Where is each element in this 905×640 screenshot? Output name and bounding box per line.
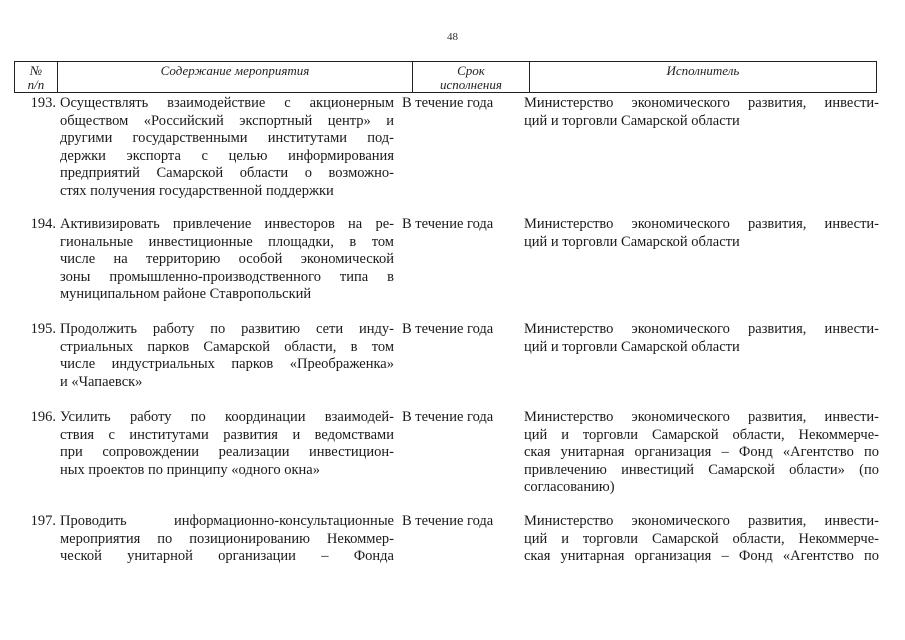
executor-line: Министерство экономического развития, инвести-: [524, 321, 879, 337]
content-line: обществом «Российский экспортный центр» и: [60, 112, 394, 129]
content-line: Проводить информационно-консультационные: [60, 513, 394, 529]
table-header: [14, 61, 877, 93]
content-line: ных проектов по принципу «одного окна»: [60, 461, 320, 478]
header-content: Содержание мероприятия: [57, 62, 412, 92]
row-content: [60, 95, 394, 201]
row-executor: [524, 321, 879, 356]
executor-line: ций и торговли Самарской области, Некоммерче-: [524, 530, 879, 547]
executor-line: ций и торговли Самарской области, Некоммерче-: [524, 426, 879, 443]
executor-line: Министерство экономического развития, инвести-: [524, 216, 879, 232]
header-term-line2: исполнения: [440, 77, 502, 92]
row-content: [60, 409, 394, 479]
executor-line: ская унитарная организация – Фонд «Агентство по: [524, 444, 879, 461]
content-line: числе на территорию особой экономической: [60, 251, 394, 268]
content-line: зоны промышленно-производственного типа в: [60, 268, 394, 285]
row-number: 194.: [30, 216, 56, 232]
content-line: при сопровождении реализации инвестицион-: [60, 444, 394, 461]
header-number: [15, 62, 57, 92]
content-line: стях получения государственной поддержки: [60, 182, 334, 199]
content-line: Продолжить работу по развитию сети инду-: [60, 321, 394, 337]
row-term: В течение года: [402, 321, 494, 337]
content-line: стриальных парков Самарской области, в том: [60, 338, 394, 355]
row-content: [60, 216, 394, 304]
header-term: [412, 62, 529, 92]
executor-line: ская унитарная организация – Фонд «Агентство по: [524, 548, 879, 565]
content-line: гиональные инвестиционные площадки, в том: [60, 233, 394, 250]
page-number: 48: [447, 31, 458, 43]
content-line: мероприятия по позиционированию Некоммер-: [60, 530, 394, 547]
row-executor: [524, 95, 879, 130]
content-line: другими государственными институтами под-: [60, 130, 394, 147]
row-number: 196.: [30, 409, 56, 425]
executor-line: ций и торговли Самарской области: [524, 233, 740, 250]
executor-line: согласованию): [524, 479, 615, 496]
row-executor: [524, 216, 879, 251]
row-term: В течение года: [402, 216, 494, 232]
row-term: В течение года: [402, 513, 494, 529]
row-term: В течение года: [402, 95, 494, 111]
executor-line: ций и торговли Самарской области: [524, 112, 740, 129]
content-line: числе индустриальных парков «Преображенка»: [60, 356, 394, 373]
executor-line: привлечению инвестиций Самарской области» (по: [524, 461, 879, 478]
row-content: [60, 321, 394, 391]
content-line: и «Чапаевск»: [60, 373, 143, 390]
content-line: муниципальном районе Ставропольский: [60, 286, 312, 303]
row-content: [60, 513, 394, 566]
header-number-line1: №: [29, 63, 43, 78]
content-line: Усилить работу по координации взаимодей-: [60, 409, 394, 425]
content-line: предприятий Самарской области о возможно-: [60, 165, 394, 182]
content-line: Активизировать привлечение инвесторов на ре-: [60, 216, 394, 232]
content-line: ческой унитарной организации – Фонда: [60, 548, 394, 565]
executor-line: ций и торговли Самарской области: [524, 338, 740, 355]
header-number-line2: п/п: [27, 77, 45, 92]
row-executor: [524, 409, 879, 497]
executor-line: Министерство экономического развития, инвести-: [524, 513, 879, 529]
content-line: ствия с институтами развития и ведомствами: [60, 426, 394, 443]
header-term-line1: Срок: [457, 63, 485, 78]
executor-line: Министерство экономического развития, инвести-: [524, 409, 879, 425]
row-executor: [524, 513, 879, 566]
content-line: держки экспорта с целью информирования: [60, 147, 394, 164]
executor-line: Министерство экономического развития, инвести-: [524, 95, 879, 111]
row-term: В течение года: [402, 409, 494, 425]
content-line: Осуществлять взаимодействие с акционерным: [60, 95, 394, 111]
header-executor: Исполнитель: [529, 62, 876, 92]
row-number: 195.: [30, 321, 56, 337]
row-number: 193.: [30, 95, 56, 111]
row-number: 197.: [30, 513, 56, 529]
